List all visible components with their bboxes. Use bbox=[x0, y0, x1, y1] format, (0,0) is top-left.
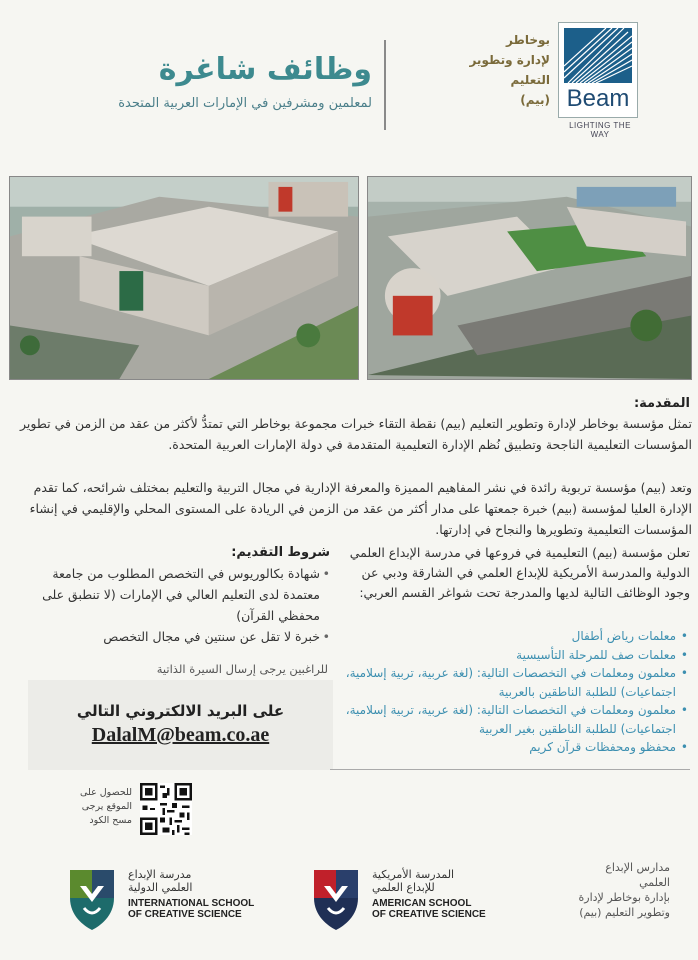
email-label: على البريد الالكتروني التالي bbox=[76, 702, 285, 720]
group-name-line: مدارس الإبداع bbox=[605, 861, 670, 874]
org-name-line: (بيم) bbox=[520, 93, 550, 107]
job-item: • محفظو ومحفظات قرآن كريم bbox=[345, 738, 690, 757]
school-name-line: مدرسة الإبداع bbox=[128, 868, 192, 881]
qr-text-line: للحصول على bbox=[80, 787, 132, 798]
international-school-name-en bbox=[128, 898, 268, 920]
qr-code[interactable] bbox=[140, 783, 192, 835]
group-name-line: وتطوير التعليم (بيم) bbox=[579, 906, 670, 919]
american-school-name-en bbox=[372, 898, 502, 920]
group-name-line: بإدارة بوخاطر لإدارة bbox=[578, 891, 670, 904]
group-name bbox=[530, 860, 670, 920]
campus-aerial-photo bbox=[367, 176, 692, 380]
american-school-name-ar bbox=[372, 868, 492, 894]
qr-instructions bbox=[62, 786, 132, 828]
requirements-heading: شروط التقديم: bbox=[231, 545, 330, 560]
jobs-list bbox=[345, 627, 690, 757]
announcement-text: تعلن مؤسسة (بيم) التعليمية في فروعها في مدرسة الإبداع العلمي الدولية والمدرسة الأمريكية للإبداع العلمي في الشارقة ودبي عن وجود الوظائف التالية لديها والمدرجة تحت شواغر القسم العربي: bbox=[349, 545, 690, 600]
logo-tagline: LIGHTING THE WAY bbox=[569, 121, 631, 139]
org-name-line: لإدارة وتطوير bbox=[469, 53, 550, 67]
school-name-line: INTERNATIONAL SCHOOL bbox=[128, 898, 255, 909]
qr-code-icon bbox=[140, 783, 192, 835]
school-name-line: للإبداع العلمي bbox=[372, 881, 435, 894]
logo-word: Beam bbox=[566, 85, 630, 112]
intro-paragraph-2: وتعد (بيم) مؤسسة تربوية رائدة في نشر المفاهيم المميزة والمعرفة الإدارية في مجال التربية والتعليم بمختلف شرائحه، كما تقدم الإدارة العليا لمؤسسة (بيم) خبرة جمعتها على مدار أكثر من عقد من الزمن في الريادة على المستوى المحلي والإقليمي في إنشاء المؤسسات التعليمية وتطويرها والنجاح في إدارتها. bbox=[29, 480, 692, 537]
job-item: • معلمون ومعلمات في التخصصات التالية: (لغة عربية، تربية إسلامية، اجتماعيات) للطلبة الناطقين بالعربية bbox=[345, 664, 690, 701]
shield-icon bbox=[68, 868, 116, 932]
international-school-logo bbox=[68, 868, 116, 932]
job-item: • معلمات صف للمرحلة التأسيسية bbox=[345, 646, 690, 665]
requirement-item: • خبرة لا تقل عن سنتين في مجال التخصص bbox=[30, 626, 330, 647]
requirement-item: • شهادة بكالوريوس في التخصص المطلوب من جامعة معتمدة لدى التعليم العالي في الإمارات (لا تنطبق على محفظي القرآن) bbox=[30, 563, 330, 626]
page-subtitle: لمعلمين ومشرفين في الإمارات العربية المتحدة bbox=[118, 96, 372, 111]
qr-text-line: مسح الكود bbox=[89, 815, 132, 826]
org-name-line: بوخاطر bbox=[506, 33, 550, 47]
school-building-photo bbox=[9, 176, 359, 380]
requirements-list bbox=[30, 563, 330, 647]
header-divider bbox=[384, 40, 386, 130]
email-link[interactable]: DalalM@beam.co.ae bbox=[91, 724, 270, 746]
shield-icon bbox=[312, 868, 360, 932]
beam-rays-icon bbox=[564, 28, 632, 83]
email-box bbox=[28, 680, 333, 770]
job-item: • معلمون ومعلمات في التخصصات التالية: (لغة عربية، تربية إسلامية، اجتماعيات) للطلبة الناطقين بغير العربية bbox=[345, 701, 690, 738]
qr-text-line: الموقع يرجى bbox=[81, 801, 132, 812]
school-name-line: OF CREATIVE SCIENCE bbox=[372, 909, 486, 920]
international-school-name-ar bbox=[128, 868, 258, 894]
school-name-line: AMERICAN SCHOOL bbox=[372, 898, 472, 909]
intro-paragraph-1: تمثل مؤسسة بوخاطر لإدارة وتطوير التعليم (بيم) نقطة التقاء خبرات مجموعة بوخاطر التي تمتدُّ لأكثر من عقد من الزمن في تطوير المؤسسات التعليمية الناجحة وتطبيق نُظم الإدارة التعليمية المتقدمة في دولة الإمارات العربية المتحدة. bbox=[20, 416, 692, 452]
apply-note: للراغبين يرجى إرسال السيرة الذاتية bbox=[156, 662, 328, 676]
school-name-line: المدرسة الأمريكية bbox=[372, 868, 455, 881]
section-divider bbox=[330, 769, 690, 770]
job-item: • معلمات رياض أطفال bbox=[345, 627, 690, 646]
org-name-line: التعليم bbox=[510, 73, 550, 87]
school-name-line: العلمي الدولية bbox=[128, 881, 193, 894]
american-school-logo bbox=[312, 868, 360, 932]
school-name-line: OF CREATIVE SCIENCE bbox=[128, 909, 242, 920]
group-name-line: العلمي bbox=[639, 876, 670, 889]
beam-logo bbox=[558, 22, 638, 118]
org-name bbox=[400, 30, 550, 110]
page-title: وظائف شاغرة bbox=[158, 52, 372, 87]
intro-heading: المقدمة: bbox=[633, 396, 690, 411]
